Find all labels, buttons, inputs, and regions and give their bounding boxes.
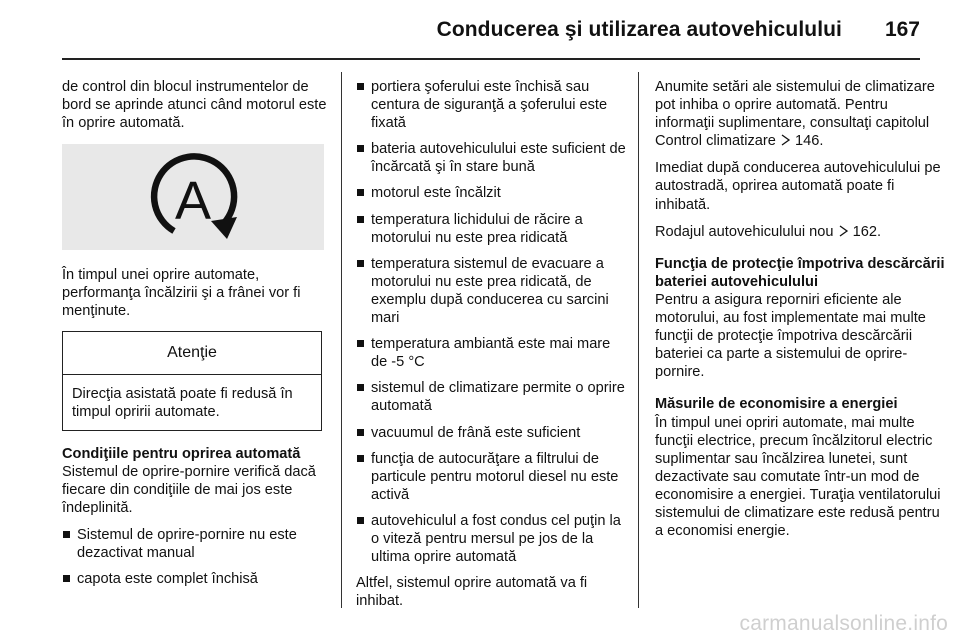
heating-brake-paragraph: În timpul unei oprire automate, performanţa încălzirii şi a frânei vor fi menţinute. xyxy=(62,267,301,320)
list-item: Sistemul de oprire-pornire nu este dezactivat manual xyxy=(62,526,328,562)
list-item: portiera şoferului este închisă sau centura de siguranţă a şoferului este fixată xyxy=(356,78,628,132)
list-item: sistemul de climatizare permite o oprire automată xyxy=(356,379,628,415)
list-item: motorul este încălzit xyxy=(356,184,628,202)
list-item: bateria autovehiculului este suficient de încărcată şi în stare bună xyxy=(356,140,628,176)
page-reference-arrow-icon xyxy=(838,225,849,237)
battery-protection-text: Pentru a asigura reporniri eficiente ale motorului, au fost implementate mai multe funcţii de protecţie împotriva descărcării bateriei ca parte a sistemului de oprire-pornire. xyxy=(655,291,926,381)
break-in-text: Rodajul autovehiculului nou xyxy=(655,223,834,240)
conditions-list-2 xyxy=(356,78,628,566)
list-item: capota este complet închisă xyxy=(62,570,328,588)
page-reference-arrow-icon xyxy=(780,134,791,146)
header-rule xyxy=(62,58,920,60)
battery-protection-heading: Funcţia de protecţie împotriva descărcării bateriei autovehiculului xyxy=(655,255,945,290)
column-3 xyxy=(655,78,947,549)
list-item: temperatura lichidului de răcire a motorului nu este prea ridicată xyxy=(356,211,628,247)
climate-paragraph xyxy=(655,78,947,150)
watermark: carmanualsonline.info xyxy=(739,612,948,635)
caution-box xyxy=(62,331,322,431)
running-title: Conducerea şi utilizarea autovehiculului xyxy=(436,18,842,41)
caution-title: Atenţie xyxy=(63,332,321,375)
list-item: vacuumul de frână este suficient xyxy=(356,424,628,442)
highway-paragraph: Imediat după conducerea autovehiculului pe autostradă, oprirea automată poate fi inhibată. xyxy=(655,160,941,213)
list-item: temperatura ambiantă este mai mare de -5 °C xyxy=(356,335,628,371)
auto-stop-a-icon xyxy=(138,151,248,243)
page-number: 167 xyxy=(884,18,920,41)
auto-stop-figure xyxy=(62,144,324,250)
list-item: autovehiculul a fost condus cel puţin la o viteză pentru mersul pe jos de la ultima oprire automată xyxy=(356,512,628,566)
energy-saving-heading: Măsurile de economisire a energiei xyxy=(655,396,898,413)
energy-saving-text: În timpul unei opriri automate, mai multe funcţii electrice, precum încălzitorul electric suplimentar sau încălzirea lunetei, sunt dezactivate sau comutate într-un mod de economisire a energiei. Turaţia ventilatorului sistemului de climatizare este redusă pentru a economisi energie. xyxy=(655,414,941,540)
break-in-page-link[interactable]: 162. xyxy=(852,223,882,240)
break-in-paragraph xyxy=(655,223,947,241)
climate-page-link[interactable]: 146. xyxy=(794,133,824,150)
conditions-heading: Condiţiile pentru oprirea automată xyxy=(62,445,301,462)
list-item: funcţia de autocurăţare a filtrului de particule pentru motorul diesel nu este activă xyxy=(356,450,628,504)
conditions-list-1 xyxy=(62,526,328,588)
caution-text: Direcţia asistată poate fi redusă în timpul opririi automate. xyxy=(72,385,293,420)
svg-text:A: A xyxy=(174,171,212,232)
column-2 xyxy=(356,78,628,619)
closing-paragraph: Altfel, sistemul oprire automată va fi inhibat. xyxy=(356,575,588,610)
climate-text: Anumite setări ale sistemului de climatizare pot inhiba o oprire automată. Pentru informaţii suplimentare, consultaţi capitolul Control climatizare xyxy=(655,79,935,150)
intro-paragraph: de control din blocul instrumentelor de bord se aprinde atunci când motorul este în oprire automată. xyxy=(62,79,327,132)
list-item: temperatura sistemul de evacuare a motorului nu este prea ridicată, de exemplu după conducerea cu sarcini mari xyxy=(356,255,628,327)
column-divider xyxy=(341,72,342,608)
column-divider xyxy=(638,72,639,608)
column-1 xyxy=(62,78,328,597)
conditions-intro: Sistemul de oprire-pornire verifică dacă fiecare din condiţiile de mai jos este îndeplinită. xyxy=(62,463,316,517)
